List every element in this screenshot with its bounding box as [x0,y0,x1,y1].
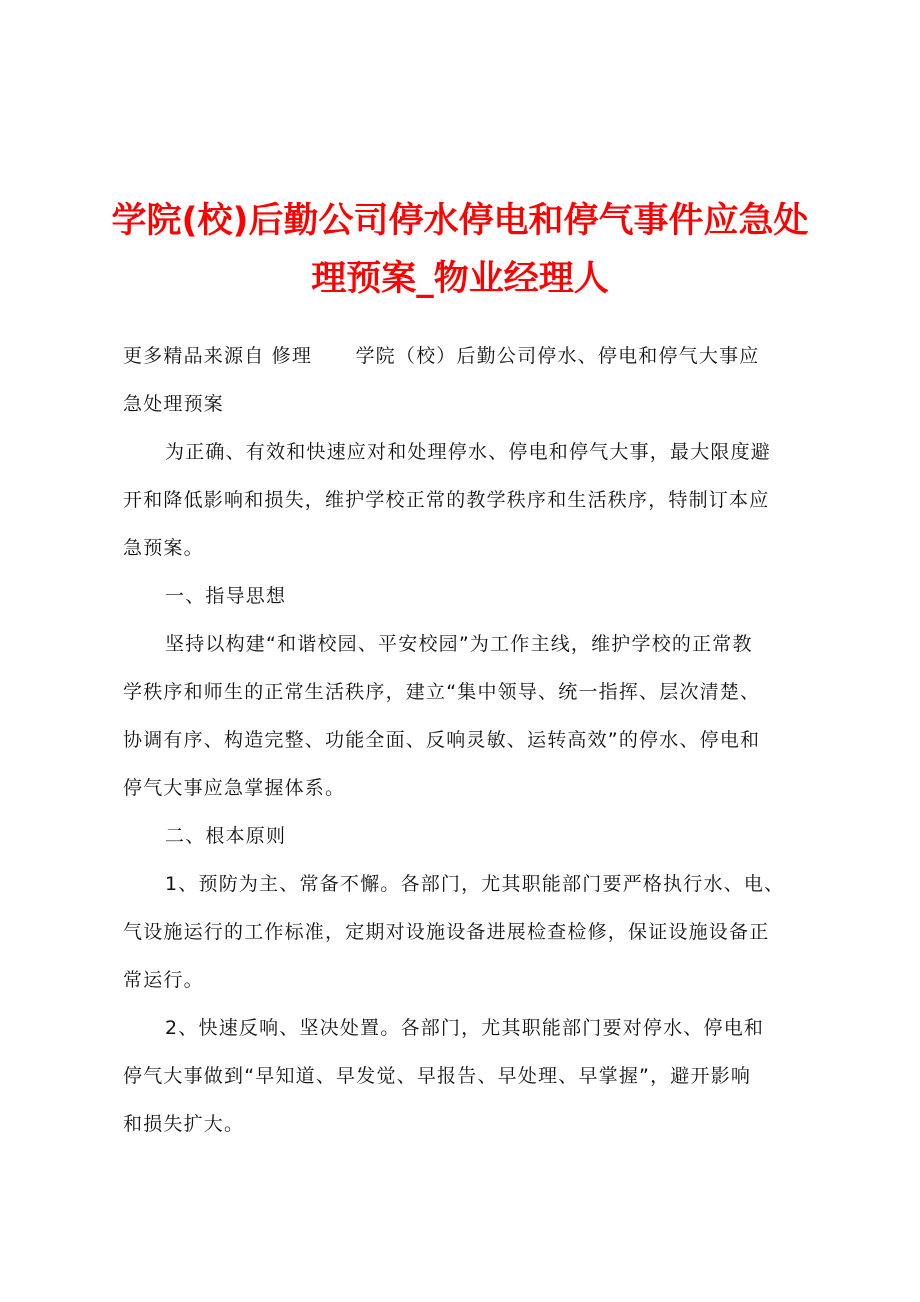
paragraph-line: 一、指导思想 [165,585,287,607]
paragraph [123,336,813,432]
paragraph [123,432,813,576]
paragraph-line: 2、快速反响、坚决处置。各部门，尤其职能部门要对停水、停电和 [165,1017,765,1039]
paragraph-line: 急处理预案 [123,393,225,415]
paragraph-line: 坚持以构建“和谐校园、平安校园”为工作主线，维护学校的正常教 [165,633,753,655]
document-title [100,192,820,308]
document-body [123,336,813,1152]
paragraph-line: 常运行。 [123,969,204,991]
paragraph [123,576,813,624]
paragraph-line: 开和降低影响和损失，维护学校正常的教学秩序和生活秩序，特制订本应 [123,489,770,511]
title-line: 理预案_物业经理人 [311,259,609,299]
paragraph [123,864,813,1008]
paragraph-line: 学秩序和师生的正常生活秩序，建立“集中领导、统一指挥、层次清楚、 [123,681,761,703]
paragraph-line: 急预案。 [123,537,204,559]
title-line: 学院(校)后勤公司停水停电和停气事件应急处 [111,201,809,241]
paragraph-line: 二、根本原则 [165,825,287,847]
paragraph-line: 和损失扩大。 [123,1113,245,1135]
paragraph-line: 更多精品来源自 修理 学院（校）后勤公司停水、停电和停气大事应 [123,345,760,367]
paragraph-line: 1、预防为主、常备不懈。各部门，尤其职能部门要严格执行水、电、 [165,873,785,895]
paragraph-line: 气设施运行的工作标准，定期对设施设备进展检查检修，保证设施设备正 [123,921,770,943]
paragraph-line: 协调有序、构造完整、功能全面、反响灵敏、运转高效”的停水、停电和 [123,729,761,751]
paragraph-line: 停气大事应急掌握体系。 [123,777,346,799]
paragraph [123,624,813,816]
paragraph-line: 停气大事做到“早知道、早发觉、早报告、早处理、早掌握”，避开影响 [123,1065,752,1087]
paragraph [123,816,813,864]
paragraph [123,1008,813,1152]
paragraph-line: 为正确、有效和快速应对和处理停水、停电和停气大事，最大限度避 [165,441,772,463]
